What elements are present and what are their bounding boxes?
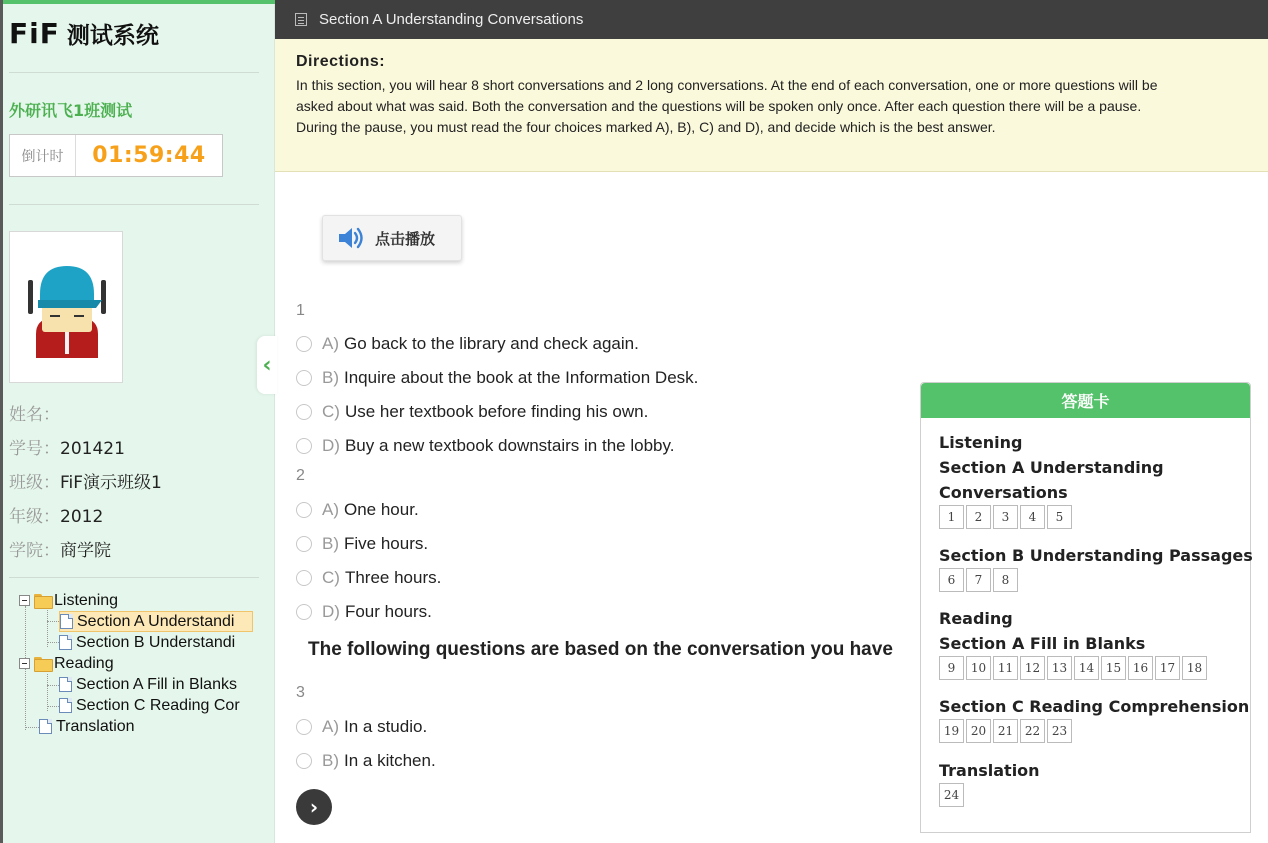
option-letter: B) xyxy=(322,368,339,387)
question-number-box[interactable]: 11 xyxy=(993,656,1018,680)
tree-item-label: Section A Fill in Blanks xyxy=(76,675,237,693)
question-number-box[interactable]: 15 xyxy=(1101,656,1126,680)
tree-item-translation[interactable] xyxy=(39,716,135,737)
directions-panel xyxy=(275,39,1268,172)
question-number-box[interactable]: 2 xyxy=(966,505,991,529)
avatar xyxy=(9,231,123,383)
question-number-box[interactable]: 24 xyxy=(939,783,964,807)
tree-line xyxy=(47,621,59,622)
folder-icon xyxy=(34,594,51,607)
radio-button[interactable] xyxy=(296,370,312,386)
option-text: Three hours. xyxy=(344,568,442,587)
question-number-box[interactable]: 12 xyxy=(1020,656,1045,680)
play-label: 点击播放 xyxy=(375,229,436,248)
q2-option-d[interactable] xyxy=(296,600,432,624)
tree-item-listening[interactable] xyxy=(19,590,118,611)
conversation-note: The following questions are based on the conversation you have xyxy=(308,639,893,660)
question-number-box[interactable]: 3 xyxy=(993,505,1018,529)
timer-label: 倒计时 xyxy=(10,135,76,176)
question-number-box[interactable]: 19 xyxy=(939,719,964,743)
option-text: One hour. xyxy=(344,500,419,519)
option-text: Inquire about the book at the Information Desk. xyxy=(344,368,699,387)
card-section-title: Section B Understanding Passages xyxy=(939,546,1253,565)
option-letter: C) xyxy=(322,402,340,421)
radio-button[interactable] xyxy=(296,604,312,620)
tree-line xyxy=(47,706,59,707)
answer-card xyxy=(920,382,1251,833)
question-number: 2 xyxy=(296,467,305,484)
q2-option-c[interactable] xyxy=(296,566,441,590)
card-part-reading: Reading xyxy=(939,609,1013,628)
tree-item-label: Section C Reading Cor xyxy=(76,696,240,714)
document-icon xyxy=(59,698,72,713)
section-header xyxy=(275,0,1268,39)
question-number-box[interactable]: 10 xyxy=(966,656,991,680)
student-id: 学号：201421 xyxy=(9,439,125,459)
radio-button[interactable] xyxy=(296,570,312,586)
divider xyxy=(9,72,259,73)
card-section-title: Conversations xyxy=(939,483,1068,502)
question-number-box[interactable]: 22 xyxy=(1020,719,1045,743)
question-number-box[interactable]: 8 xyxy=(993,568,1018,592)
q1-option-b[interactable] xyxy=(296,366,698,390)
directions-title: Directions: xyxy=(296,53,386,70)
tree-item-label: Reading xyxy=(54,654,114,672)
divider xyxy=(9,577,259,578)
tree-item-reading-section-c[interactable] xyxy=(59,695,253,716)
card-question-numbers xyxy=(939,656,1207,680)
radio-button[interactable] xyxy=(296,502,312,518)
q3-option-b[interactable] xyxy=(296,749,436,773)
card-section-title: Section C Reading Comprehension xyxy=(939,697,1250,716)
option-letter: A) xyxy=(322,334,339,353)
tree-item-listening-section-a[interactable] xyxy=(59,611,253,632)
logo-sub: 测试系统 xyxy=(66,23,159,49)
document-icon xyxy=(39,719,52,734)
document-list-icon xyxy=(295,13,307,26)
countdown-timer xyxy=(9,134,223,177)
document-icon xyxy=(59,635,72,650)
tree-item-listening-section-b[interactable] xyxy=(59,632,253,653)
tree-item-label: Listening xyxy=(54,591,119,609)
collapse-toggle-icon[interactable] xyxy=(19,658,30,669)
question-number-box[interactable]: 23 xyxy=(1047,719,1072,743)
option-text: Four hours. xyxy=(344,602,432,621)
option-text: Five hours. xyxy=(344,534,429,553)
student-name: 姓名： xyxy=(9,405,60,425)
question-number-box[interactable]: 5 xyxy=(1047,505,1072,529)
divider xyxy=(9,204,259,205)
option-text: In a kitchen. xyxy=(344,751,436,770)
question-number-box[interactable]: 21 xyxy=(993,719,1018,743)
logo xyxy=(9,17,159,50)
question-number: 3 xyxy=(296,684,305,701)
student-college: 学院：商学院 xyxy=(9,541,111,561)
option-letter: C) xyxy=(322,568,340,587)
logo-main: FiF xyxy=(9,17,60,50)
tree-line xyxy=(25,727,39,728)
radio-button[interactable] xyxy=(296,753,312,769)
section-title: Section A Understanding Conversations xyxy=(319,11,584,28)
answer-card-title: 答题卡 xyxy=(921,383,1250,418)
q2-option-a[interactable] xyxy=(296,498,419,522)
card-question-numbers xyxy=(939,783,964,807)
avatar-icon xyxy=(20,254,114,358)
tree-item-label: Section A Understandi xyxy=(77,612,235,630)
question-number-box[interactable]: 17 xyxy=(1155,656,1180,680)
q1-option-a[interactable] xyxy=(296,332,639,356)
student-class: 班级：FiF演示班级1 xyxy=(9,473,162,493)
student-grade: 年级：2012 xyxy=(9,507,104,527)
question-number-box[interactable]: 4 xyxy=(1020,505,1045,529)
radio-button[interactable] xyxy=(296,536,312,552)
card-question-numbers xyxy=(939,719,1072,743)
card-section-title: Section A Understanding xyxy=(939,458,1164,477)
document-icon xyxy=(60,614,73,629)
question-number-box[interactable]: 1 xyxy=(939,505,964,529)
collapse-toggle-icon[interactable] xyxy=(19,595,30,606)
tree-item-label: Translation xyxy=(56,717,135,735)
timer-value: 01:59:44 xyxy=(92,143,206,168)
q1-option-c[interactable] xyxy=(296,400,648,424)
option-text: Go back to the library and check again. xyxy=(344,334,639,353)
document-icon xyxy=(59,677,72,692)
question-number-box[interactable]: 7 xyxy=(966,568,991,592)
question-number-box[interactable]: 16 xyxy=(1128,656,1153,680)
radio-button[interactable] xyxy=(296,404,312,420)
question-number-box[interactable]: 18 xyxy=(1182,656,1207,680)
play-audio-button[interactable] xyxy=(322,215,462,261)
sidebar xyxy=(0,0,275,843)
question-number-box[interactable]: 14 xyxy=(1074,656,1099,680)
q2-option-b[interactable] xyxy=(296,532,428,556)
sidebar-top-accent xyxy=(3,0,275,4)
question-number-box[interactable]: 20 xyxy=(966,719,991,743)
card-question-numbers xyxy=(939,505,1072,529)
option-letter: B) xyxy=(322,534,339,553)
directions-text: In this section, you will hear 8 short conversations and 2 long conversations. At the end of each conversation, one or more questions will be asked about what was said. Both the conversation and the questions will be spoken only once. After each question there will be a pause. During the pause, you must read the four choices marked A), B), C) and D), and decide which is the best answer. xyxy=(296,77,1158,135)
radio-button[interactable] xyxy=(296,438,312,454)
class-title: 外研讯飞1班测试 xyxy=(9,101,133,120)
sidebar-collapse-button[interactable] xyxy=(257,336,277,394)
tree-line xyxy=(47,685,59,686)
option-text: Use her textbook before finding his own. xyxy=(344,402,649,421)
card-part-translation: Translation xyxy=(939,761,1040,780)
q1-option-d[interactable] xyxy=(296,434,674,458)
speaker-icon xyxy=(337,226,365,250)
chevron-left-icon: ‹ xyxy=(262,352,272,378)
card-section-title: Section A Fill in Blanks xyxy=(939,634,1146,653)
tree-item-reading[interactable] xyxy=(19,653,114,674)
option-letter: A) xyxy=(322,717,339,736)
tree-item-label: Section B Understandi xyxy=(76,633,236,651)
option-letter: D) xyxy=(322,436,340,455)
radio-button[interactable] xyxy=(296,336,312,352)
chevron-right-icon: › xyxy=(309,795,319,819)
question-number-box[interactable]: 9 xyxy=(939,656,964,680)
card-part-listening: Listening xyxy=(939,433,1023,452)
tree-line xyxy=(47,642,59,643)
folder-icon xyxy=(34,657,51,670)
question-number-box[interactable]: 6 xyxy=(939,568,964,592)
option-text: Buy a new textbook downstairs in the lobby. xyxy=(344,436,675,455)
card-question-numbers xyxy=(939,568,1018,592)
question-number: 1 xyxy=(296,302,305,319)
option-text: In a studio. xyxy=(344,717,428,736)
next-button[interactable] xyxy=(296,789,332,825)
radio-button[interactable] xyxy=(296,719,312,735)
option-letter: D) xyxy=(322,602,340,621)
tree-item-reading-section-a[interactable] xyxy=(59,674,253,695)
option-letter: A) xyxy=(322,500,339,519)
question-number-box[interactable]: 13 xyxy=(1047,656,1072,680)
q3-option-a[interactable] xyxy=(296,715,427,739)
option-letter: B) xyxy=(322,751,339,770)
